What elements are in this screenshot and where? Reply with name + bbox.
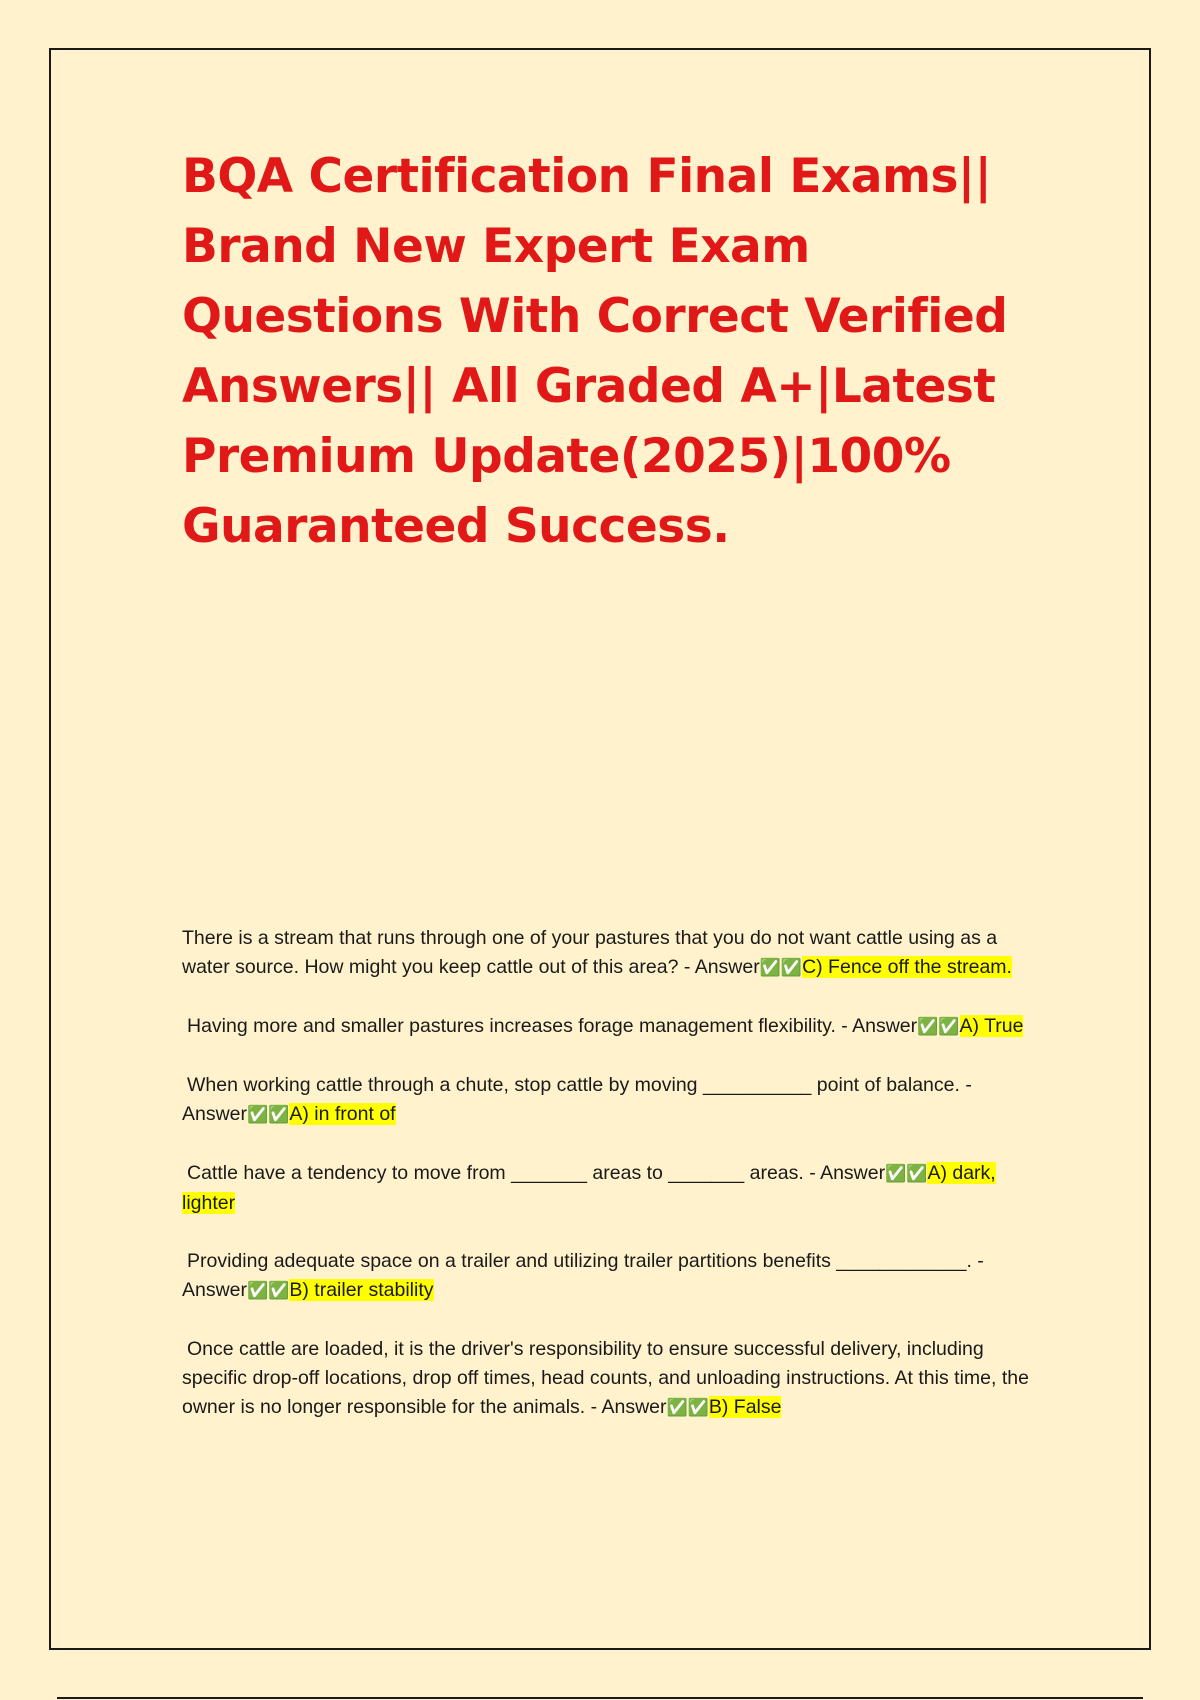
question-text: Once cattle are loaded, it is the driver's responsibility to ensure successful delivery, including specific drop-off locations, drop off times, head counts, and unloading instructions. At this time, the owner is no longer responsible for the animals. - [182, 1338, 1029, 1418]
qa-item [182, 924, 1032, 983]
question-text: Cattle have a tendency to move from _______ areas to _______ areas. - [187, 1162, 821, 1184]
question-text: Having more and smaller pastures increases forage management flexibility. - [187, 1015, 853, 1037]
qa-item [182, 1335, 1032, 1423]
check-marks-icon: ✅✅ [247, 1281, 290, 1301]
qa-item [182, 1159, 1032, 1218]
question-text: There is a stream that runs through one of your pastures that you do not want cattle using as a water source. How might you keep cattle out of this area? - [182, 927, 998, 978]
answer-text: A) True [959, 1015, 1024, 1037]
answer-text: A) dark, lighter [182, 1162, 996, 1214]
document-title: BQA Certification Final Exams|| Brand New Expert Exam Questions With Correct Verified Answers|| All Graded A+|Latest Premium Update(2025)|100% Guaranteed Success. [182, 149, 1008, 554]
answer-text: B) False [708, 1396, 782, 1418]
question-text: Providing adequate space on a trailer and utilizing trailer partitions benefits ____________. - [187, 1250, 984, 1272]
check-marks-icon: ✅✅ [247, 1105, 290, 1125]
answer-label: Answer [182, 1279, 248, 1301]
qa-item [182, 1012, 1032, 1042]
qa-item [182, 1247, 1032, 1306]
qa-item [182, 1071, 1032, 1130]
answer-text: A) in front of [289, 1103, 396, 1125]
check-marks-icon: ✅✅ [885, 1164, 928, 1184]
answer-label: Answer [852, 1015, 918, 1037]
check-marks-icon: ✅✅ [759, 958, 803, 978]
answer-text: C) Fence off the stream. [802, 956, 1012, 978]
answer-label: Answer [694, 956, 760, 978]
answer-text: B) trailer stability [289, 1279, 434, 1301]
answer-label: Answer [820, 1162, 886, 1184]
check-marks-icon: ✅✅ [666, 1398, 709, 1418]
answer-label: Answer [601, 1396, 667, 1418]
answer-label: Answer [182, 1103, 248, 1125]
qa-list [182, 924, 1032, 1452]
next-page-border-edge [57, 1697, 1143, 1699]
question-text: When working cattle through a chute, stop cattle by moving __________ point of balance. - [187, 1074, 972, 1096]
check-marks-icon: ✅✅ [917, 1017, 960, 1037]
